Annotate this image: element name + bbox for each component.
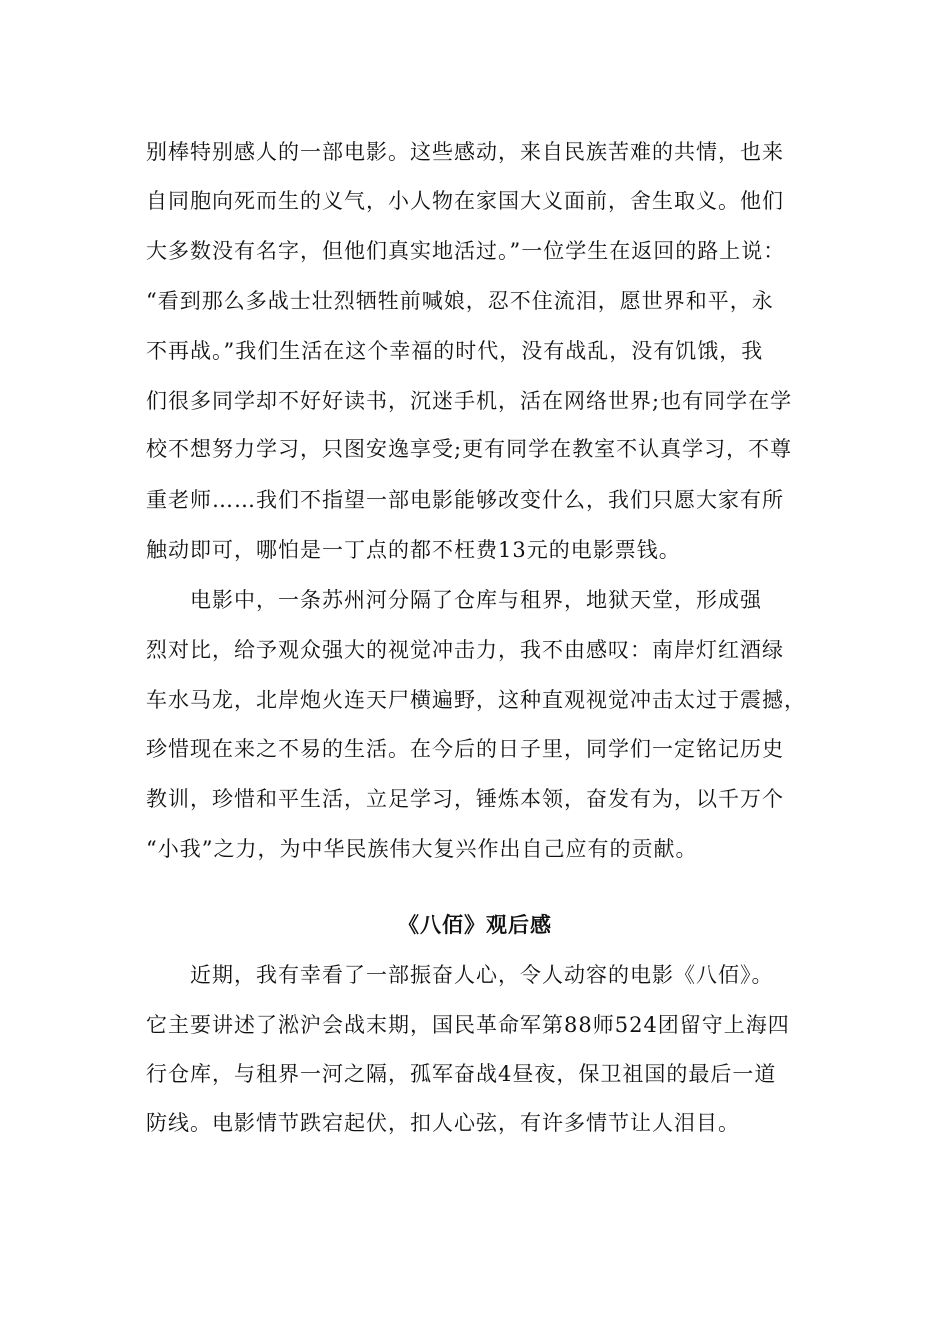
- paragraph-line: 别棒特别感人的一部电影。这些感动，来自民族苦难的共情，也来: [146, 140, 784, 164]
- paragraph-line: 近期，我有幸看了一部振奋人心，令人动容的电影《八佰》。: [146, 963, 774, 987]
- paragraph-line: 行仓库，与租界一河之隔，孤军奋战4昼夜，保卫祖国的最后一道: [146, 1062, 777, 1086]
- paragraph-line: 防线。电影情节跌宕起伏，扣人心弦，有许多情节让人泪目。: [146, 1111, 740, 1135]
- paragraph-line: 触动即可，哪怕是一丁点的都不枉费13元的电影票钱。: [146, 538, 681, 562]
- paragraph-line: 珍惜现在来之不易的生活。在今后的日子里，同学们一定铭记历史: [146, 737, 784, 761]
- paragraph-line: 大多数没有名字，但他们真实地活过。”一位学生在返回的路上说：: [146, 239, 786, 263]
- paragraph-line: 教训，珍惜和平生活，立足学习，锤炼本领，奋发有为，以千万个: [146, 787, 784, 811]
- paragraph-line: 电影中，一条苏州河分隔了仓库与租界，地狱天堂，形成强: [146, 588, 762, 612]
- paragraph-line: “小我”之力，为中华民族伟大复兴作出自己应有的贡献。: [146, 837, 698, 861]
- paragraph-line: 不再战。”我们生活在这个幸福的时代，没有战乱，没有饥饿，我: [146, 339, 764, 363]
- section-title: 《八佰》观后感: [398, 912, 552, 937]
- paragraph-line: 烈对比，给予观众强大的视觉冲击力，我不由感叹：南岸灯红酒绿: [146, 638, 784, 662]
- paragraph-line: 们很多同学却不好好读书，沉迷手机，活在网络世界;也有同学在学: [146, 389, 793, 413]
- paragraph-line: 校不想努力学习，只图安逸享受;更有同学在教室不认真学习，不尊: [146, 437, 793, 461]
- paragraph-line: 车水马龙，北岸炮火连天尸横遍野，这种直观视觉冲击太过于震撼，: [146, 688, 806, 712]
- paragraph-line: 自同胞向死而生的义气，小人物在家国大义面前，舍生取义。他们: [146, 189, 784, 213]
- paragraph-line: “看到那么多战士壮烈牺牲前喊娘，忍不住流泪，愿世界和平，永: [146, 289, 774, 313]
- paragraph-line: 重老师……我们不指望一部电影能够改变什么，我们只愿大家有所: [146, 488, 784, 512]
- paragraph-line: 它主要讲述了淞沪会战末期，国民革命军第88师524团留守上海四: [146, 1013, 790, 1037]
